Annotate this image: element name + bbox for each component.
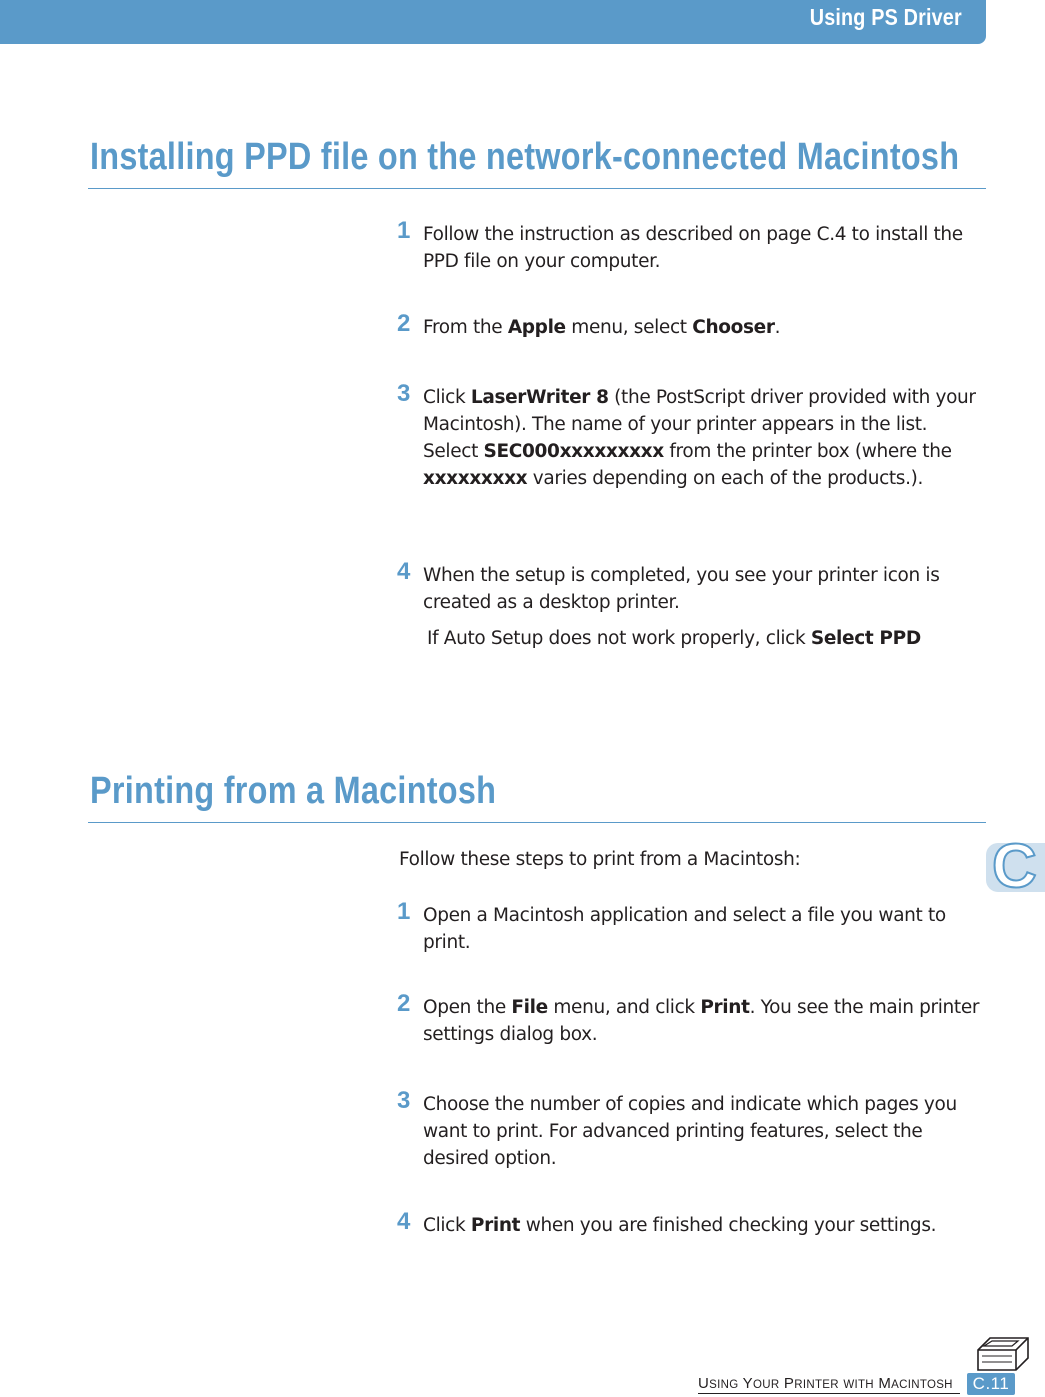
step-text: Open the File menu, and click Print. You see the main printer settings dialog box. (423, 997, 980, 1045)
print-command-label: Print (700, 997, 750, 1018)
header-title: Using PS Driver (809, 4, 962, 30)
step-text: From the Apple menu, select Chooser. (423, 317, 781, 338)
step-number: 1 (397, 217, 411, 244)
select-ppd-label: Select PPD (810, 628, 921, 649)
step-number: 3 (397, 1087, 411, 1114)
step-number: 2 (397, 310, 411, 337)
header-bar (0, 0, 986, 44)
install-step-1 (397, 217, 987, 275)
step-number: 3 (397, 380, 411, 407)
chapter-tab-letter: C (992, 832, 1037, 901)
printing-intro: Follow these steps to print from a Macintosh: (399, 849, 801, 870)
printer-name-label: SEC000xxxxxxxxx (483, 441, 664, 462)
install-step-3 (397, 380, 987, 492)
section-title-printing: Printing from a Macintosh (90, 770, 497, 812)
apple-menu-label: Apple (507, 317, 566, 338)
variable-suffix-label: xxxxxxxxx (423, 468, 528, 489)
step-number: 1 (397, 898, 411, 925)
step-text: When the setup is completed, you see your printer icon is created as a desktop printer. (423, 565, 940, 613)
step-text: Open a Macintosh application and select a file you want to print. (423, 905, 946, 953)
chooser-label: Chooser (692, 317, 775, 338)
printer-icon (970, 1332, 1036, 1378)
footer-chapter-title: USING YOUR PRINTER WITH MACINTOSH (698, 1375, 953, 1392)
install-step-4 (397, 558, 987, 616)
step-number: 2 (397, 990, 411, 1017)
print-step-4 (397, 1208, 987, 1239)
section-title-installing-ppd: Installing PPD file on the network-connected Macintosh (90, 136, 960, 178)
print-step-1 (397, 898, 987, 956)
install-step-2 (397, 310, 987, 341)
section-divider (88, 822, 986, 823)
step-number: 4 (397, 1208, 411, 1235)
step-text: Choose the number of copies and indicate which pages you want to print. For advanced printing features, select the desired option. (423, 1094, 957, 1169)
page-number: C.11 (972, 1374, 1010, 1393)
laserwriter-label: LaserWriter 8 (470, 387, 609, 408)
step-text: Click LaserWriter 8 (the PostScript driver provided with your Macintosh). The name of your printer appears in the list. Select SEC000xxxxxxxxx from the printer box (where the xxxxxxxxx varies depending on each of the products.). (423, 387, 976, 489)
file-menu-label: File (511, 997, 548, 1018)
section-divider (88, 188, 986, 189)
print-button-label: Print (470, 1215, 521, 1236)
footer-underline (698, 1393, 960, 1394)
step-text: Click Print when you are finished checking your settings. (423, 1215, 937, 1236)
select-ppd-note: If Auto Setup does not work properly, click Select PPD (427, 628, 921, 649)
print-step-2 (397, 990, 987, 1048)
step-number: 4 (397, 558, 411, 585)
print-step-3 (397, 1087, 987, 1172)
step-text: Follow the instruction as described on page C.4 to install the PPD file on your computer. (423, 224, 963, 272)
